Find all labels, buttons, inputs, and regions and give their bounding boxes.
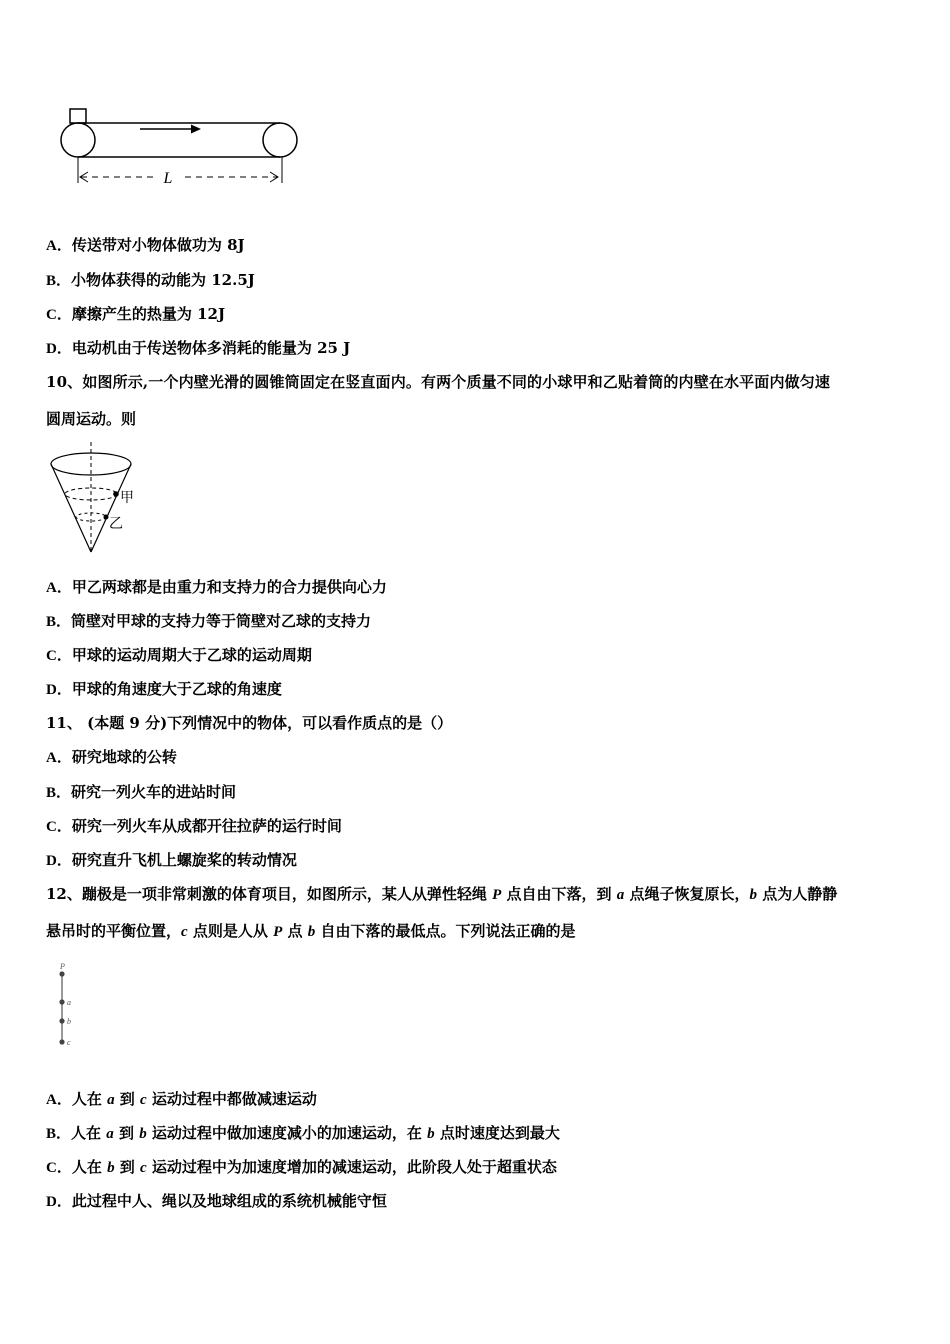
label-a: a (67, 998, 71, 1007)
q11-option-a: A．研究地球的公转 (46, 748, 177, 766)
q12-option-d: D．此过程中人、绳以及地球组成的系统机械能守恒 (46, 1192, 387, 1210)
q9-option-d: D．电动机由于传送物体多消耗的能量为 25 J (46, 339, 351, 357)
q12-stem-line2: 悬吊时的平衡位置，c 点则是人从 P 点 b 自由下落的最低点。下列说法正确的是 (46, 922, 576, 940)
q9-option-a: A．传送带对小物体做功为 8J (46, 236, 245, 254)
q10-stem-line1: 10、如图所示,一个内壁光滑的圆锥筒固定在竖直面内。有两个质量不同的小球甲和乙贴着筒的内壁在水平面内做匀速 (46, 373, 831, 391)
cone-left-wall (51, 464, 91, 552)
q11-option-b: B．研究一列火车的进站时间 (46, 783, 237, 801)
q10-stem-line2: 圆周运动。则 (46, 410, 137, 428)
q9-option-b: B．小物体获得的动能为 12.5J (46, 271, 255, 289)
q11-option-c: C．研究一列火车从成都开往拉萨的运行时间 (46, 817, 342, 835)
conveyor-left-pulley (61, 123, 95, 157)
q9-option-c: C．摩擦产生的热量为 12J (46, 305, 226, 323)
label-p: P (60, 962, 65, 971)
conveyor-right-pulley (263, 123, 297, 157)
point-p (59, 971, 64, 976)
motion-arrow-head (191, 125, 201, 134)
ball-yi (104, 515, 109, 520)
q12-option-a: A．人在 a 到 c 运动过程中都做减速运动 (46, 1090, 317, 1108)
label-b: b (67, 1017, 71, 1026)
label-jia: 甲 (120, 491, 134, 506)
q11-stem: 11、 (本题 9 分)下列情况中的物体，可以看作质点的是（） (46, 714, 453, 732)
ball-jia (113, 491, 119, 497)
conveyor-belt-figure (55, 105, 305, 190)
cone-figure (45, 440, 145, 558)
q12-stem-line1: 12、蹦极是一项非常刺激的体育项目，如图所示，某人从弹性轻绳 P 点自由下落，到 a 点绳子恢复原长，b 点为人静静 (46, 885, 838, 903)
q10-option-c: C．甲球的运动周期大于乙球的运动周期 (46, 646, 312, 664)
q12-option-b: B．人在 a 到 b 运动过程中做加速度减小的加速运动，在 b 点时速度达到最大 (46, 1124, 560, 1142)
bungee-figure (52, 960, 82, 1050)
length-label: L (163, 170, 173, 187)
q10-option-a: A．甲乙两球都是由重力和支持力的合力提供向心力 (46, 578, 387, 596)
point-c (59, 1039, 64, 1044)
q10-option-b: B．筒壁对甲球的支持力等于筒壁对乙球的支持力 (46, 612, 372, 630)
cone-right-wall (91, 464, 131, 552)
label-yi: 乙 (109, 517, 123, 532)
conveyor-block (70, 109, 86, 123)
label-c: c (67, 1038, 71, 1047)
point-b (59, 1018, 64, 1023)
q12-option-c: C．人在 b 到 c 运动过程中为加速度增加的减速运动，此阶段人处于超重状态 (46, 1158, 557, 1176)
q11-option-d: D．研究直升飞机上螺旋桨的转动情况 (46, 851, 297, 869)
point-a (59, 999, 64, 1004)
q10-option-d: D．甲球的角速度大于乙球的角速度 (46, 680, 282, 698)
